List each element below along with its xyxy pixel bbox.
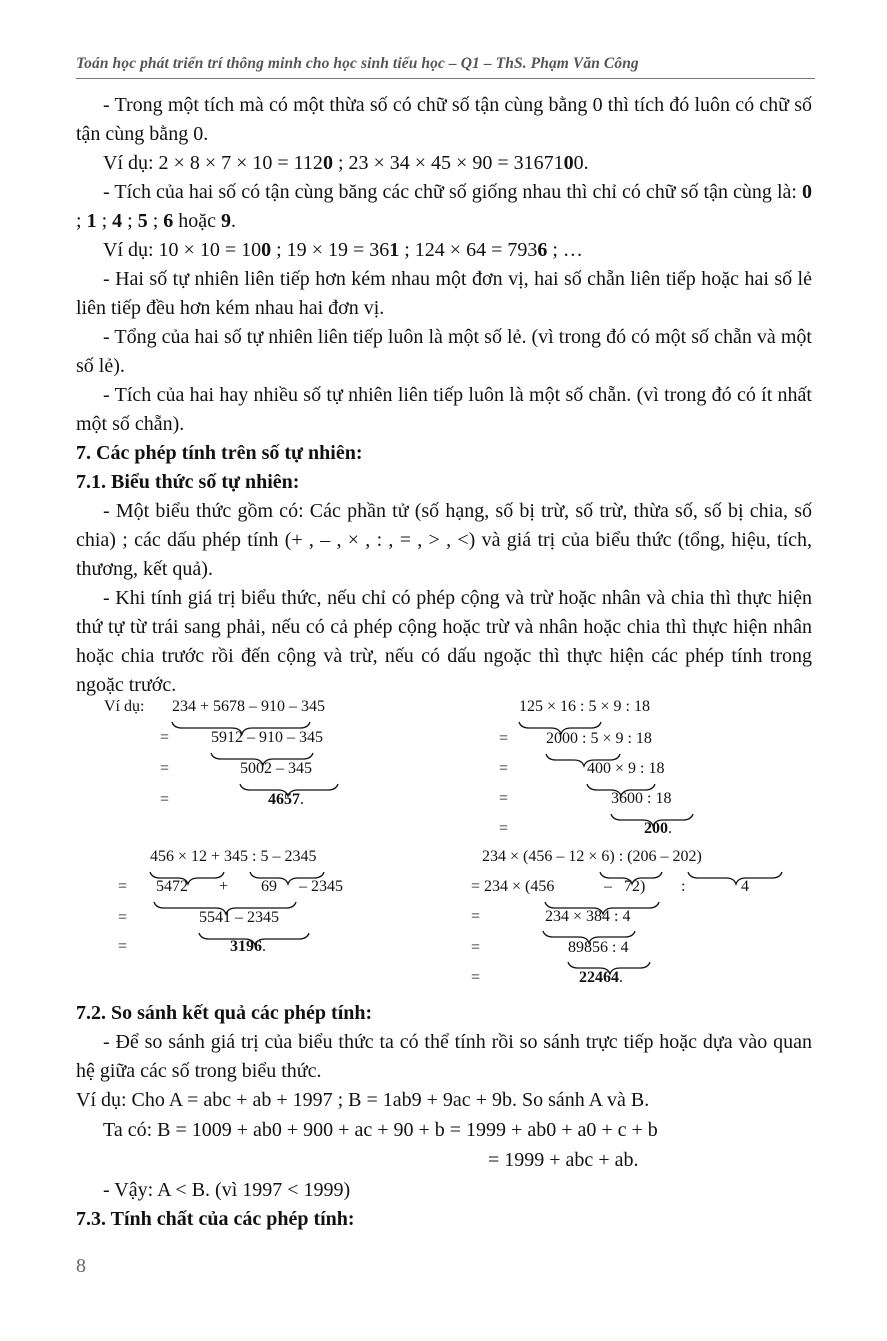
heading-7-3: 7.3. Tính chất của các phép tính: <box>76 1208 355 1230</box>
e2-eq-2: = <box>499 730 509 747</box>
paragraph-expression: - Một biểu thức gồm có: Các phần tử (số hạng, số bị trừ, số trừ, thừa số, số bị chia, số chia) ; các dấu phép tính (+ , – , × , : , = , > , <) và giá trị của biểu thức (tổng, hiệu, tích, thương, kết quả). <box>76 500 812 580</box>
paragraph-sum-consecutive: - Tổng của hai số tự nhiên liên tiếp luôn là một số lẻ. (vì trong đó có một số chẵn và một số lẻ). <box>76 326 812 377</box>
paragraph-compare: - Để so sánh giá trị của biểu thức ta có thể tính rồi so sánh trực tiếp hoặc dựa vào quan hệ giữa các số trong biểu thức. <box>76 1031 812 1082</box>
section-7-2 <box>76 999 812 1234</box>
e1-eq-3: = <box>160 760 170 777</box>
paragraph-order-of-operations: - Khi tính giá trị biểu thức, nếu chỉ có phép cộng và trừ hoặc nhân và chia thì thực hiện thứ tự từ trái sang phải, nếu có cả phép cộng hoặc trừ và nhân hoặc chia thì thực hiện nhân hoặc chia trước rồi đến cộng và trừ, nếu có dấu ngoặc thì thực hiện các phép tính trong ngoặc trước. <box>76 587 812 696</box>
e1-line3: 5002 – 345 <box>240 760 312 777</box>
e3-eq-4: = <box>118 938 128 955</box>
conclusion: - Vậy: A < B. (vì 1997 < 1999) <box>103 1179 351 1201</box>
example-compare-step2: = 1999 + abc + ab. <box>488 1149 639 1171</box>
e1-line1: 234 + 5678 – 910 – 345 <box>172 698 326 715</box>
e4-line3: 234 × 384 : 4 <box>545 908 631 925</box>
e3-result: 3196. <box>230 938 266 955</box>
e4-eq-4: = <box>471 939 481 956</box>
e2-line1: 125 × 16 : 5 × 9 : 18 <box>519 698 650 715</box>
e2-eq-5: = <box>499 820 509 837</box>
e3-eq-3: = <box>118 909 128 926</box>
paragraph-product-consecutive: - Tích của hai hay nhiều số tự nhiên liên tiếp luôn là một số chẵn. (vì trong đó có ít nhất một số chẵn). <box>76 384 812 435</box>
header-rule <box>76 78 815 79</box>
e1-line2: 5912 – 910 – 345 <box>211 729 323 746</box>
e2-eq-3: = <box>499 760 509 777</box>
example-compare: Ví dụ: Cho A = abc + ab + 1997 ; B = 1ab9 + 9ac + 9b. So sánh A và B. <box>76 1089 650 1111</box>
e4-minus: – <box>604 878 612 895</box>
heading-7-2: 7.2. So sánh kết quả các phép tính: <box>76 1002 373 1024</box>
e3-line3: 5541 – 2345 <box>199 909 279 926</box>
e3-a: 5472 <box>156 878 188 895</box>
e1-eq-2: = <box>160 729 170 746</box>
heading-7: 7. Các phép tính trên số tự nhiên: <box>76 442 363 464</box>
paragraph-consecutive: - Hai số tự nhiên liên tiếp hơn kém nhau một đơn vị, hai số chẵn liên tiếp hoặc hai số lẻ liên tiếp đều hơn kém nhau hai đơn vị. <box>76 268 812 319</box>
example-same-digit-product: Ví dụ: 10 × 10 = 100 ; 19 × 19 = 361 ; 124 × 64 = 7936 ; … <box>103 239 583 261</box>
paragraph-trailing-zero: - Trong một tích mà có một thừa số có chữ số tận cùng bằng 0 thì tích đó luôn có chữ số tận cùng bằng 0. <box>76 94 812 145</box>
e4-eq-3: = <box>471 908 481 925</box>
heading-7-1: 7.1. Biểu thức số tự nhiên: <box>76 471 300 493</box>
paragraph-same-digit-product: - Tích của hai số có tận cùng băng các chữ số giống nhau thì chỉ có chữ số tận cùng là: 0 ; 1 ; 4 ; 5 ; 6 hoặc 9. <box>76 181 812 232</box>
e4-eq-5: = <box>471 969 481 986</box>
main-text <box>76 91 812 700</box>
e4-line2a: = 234 × (456 <box>471 878 555 895</box>
e4-brace-1b <box>688 872 784 884</box>
page-number: 8 <box>76 1255 86 1277</box>
e3-plus: + <box>219 878 229 895</box>
e2-result: 200. <box>644 820 672 837</box>
example-label: Ví dụ: <box>104 698 145 715</box>
e4-line2b: 72) <box>624 878 646 895</box>
example-trailing-zero: Ví dụ: 2 × 8 × 7 × 10 = 1120 ; 23 × 34 × 45 × 90 = 3167100. <box>103 152 589 174</box>
e4-line1: 234 × (456 – 12 × 6) : (206 – 202) <box>482 848 702 865</box>
e2-line3: 400 × 9 : 18 <box>587 760 665 777</box>
e4-colon: : <box>681 878 686 895</box>
e1-eq-4: = <box>160 791 170 808</box>
example-compare-step1: Ta có: B = 1009 + ab0 + 900 + ac + 90 + b = 1999 + ab0 + a0 + c + b <box>103 1119 658 1141</box>
running-header: Toán học phát triển trí thông minh cho học sinh tiểu học – Q1 – ThS. Phạm Văn Công <box>76 55 639 72</box>
e2-line4: 3600 : 18 <box>611 790 672 807</box>
e4-four: 4 <box>741 878 749 895</box>
e2-eq-4: = <box>499 790 509 807</box>
e3-line1: 456 × 12 + 345 : 5 – 2345 <box>150 848 317 865</box>
e3-eq-2: = <box>118 878 128 895</box>
e3-minus-tail: – 2345 <box>299 878 343 895</box>
e2-line2: 2000 : 5 × 9 : 18 <box>546 730 652 747</box>
e1-result: 4657. <box>268 791 304 808</box>
e4-result: 22464. <box>579 969 623 986</box>
e4-line4: 89856 : 4 <box>568 939 629 956</box>
e3-b: 69 <box>261 878 277 895</box>
